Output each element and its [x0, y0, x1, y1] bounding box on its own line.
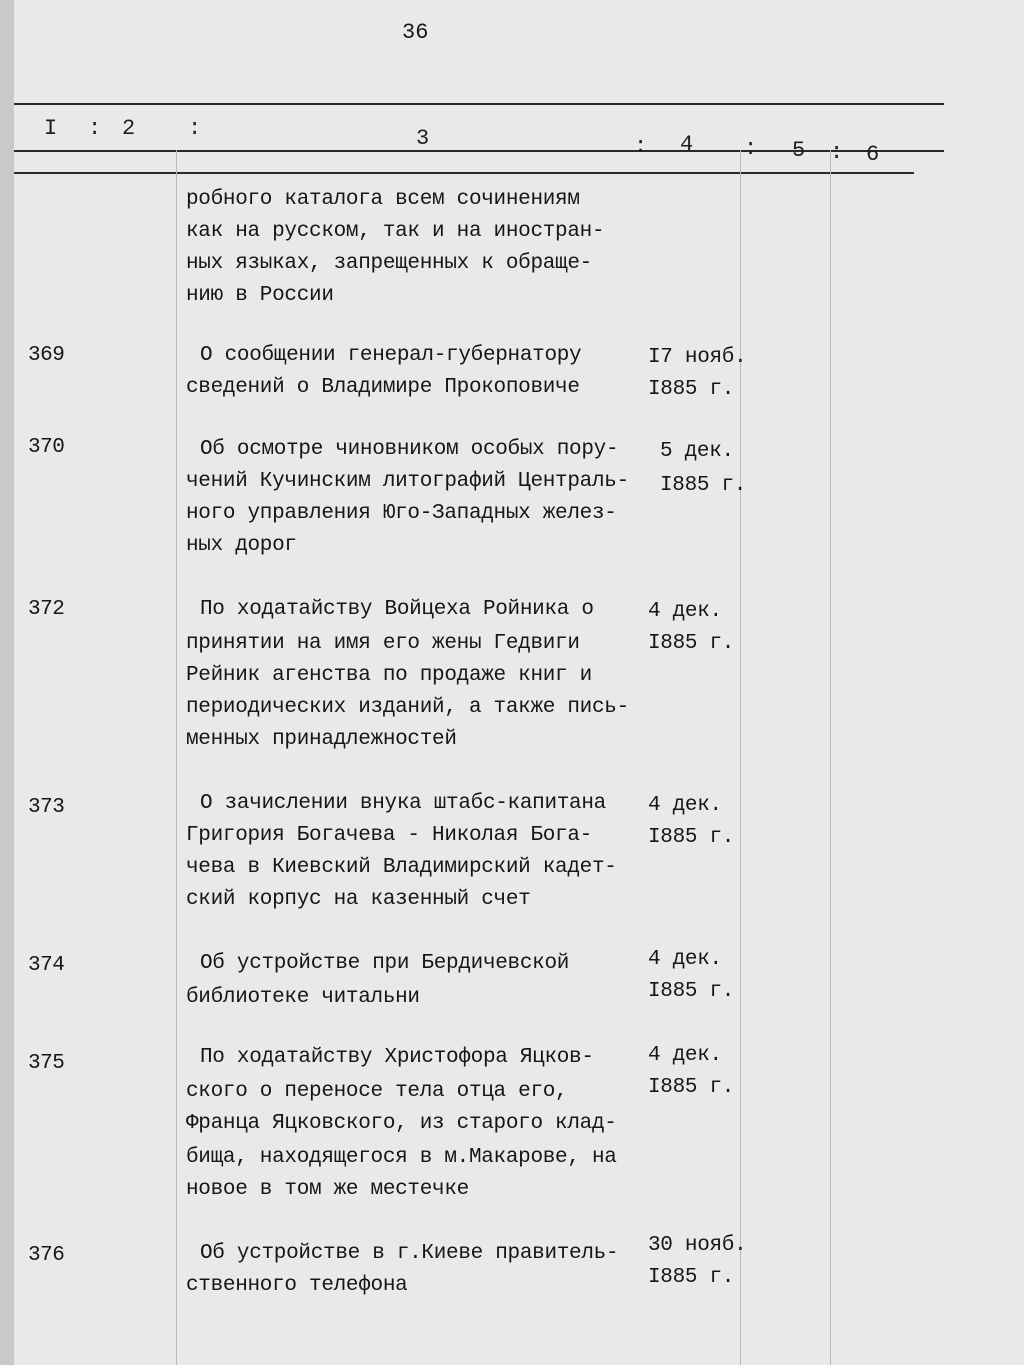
header-separator: :	[634, 134, 648, 159]
entry-number: 375	[28, 1052, 65, 1075]
entry-title-line: чева в Киевский Владимирский кадет-	[186, 856, 617, 879]
entry-date-day: 4 дек.	[648, 600, 722, 623]
column-divider	[830, 150, 831, 1365]
entry-date-day: I7 нояб.	[648, 346, 747, 369]
entry-date-day: 30 нояб.	[648, 1234, 747, 1257]
entry-number: 369	[28, 344, 65, 367]
entry-title-line: чений Кучинским литографий Централь-	[186, 470, 629, 493]
entry-title-line: ского о переносе тела отца его,	[186, 1080, 568, 1103]
entry-date-year: I885 г.	[648, 1266, 735, 1289]
column-5-header: 5	[792, 138, 806, 163]
column-6-header: 6	[866, 142, 880, 167]
entry-title-line: Об устройстве при Бердичевской	[200, 952, 570, 975]
entry-title-line: бища, находящегося в м.Макарове, на	[186, 1146, 617, 1169]
header-separator: :	[188, 116, 202, 141]
entry-title-line: периодических изданий, а также пись-	[186, 696, 629, 719]
entry-title-line: новое в том же местечке	[186, 1178, 469, 1201]
entry-title-line: ного управления Юго-Западных желез-	[186, 502, 617, 525]
entry-date-year: I885 г.	[648, 1076, 735, 1099]
header-separator: :	[744, 136, 758, 161]
continuation-line: робного каталога всем сочинениям	[186, 188, 580, 211]
entry-number: 370	[28, 436, 65, 459]
entry-title-line: Об устройстве в г.Киеве правитель-	[200, 1242, 619, 1265]
entry-date-day: 4 дек.	[648, 794, 722, 817]
entry-title-line: По ходатайству Войцеха Ройника о	[200, 598, 594, 621]
entry-date-day: 5 дек.	[660, 440, 734, 463]
entry-date-year: I885 г.	[648, 826, 735, 849]
table-top-rule	[14, 103, 944, 105]
column-divider	[740, 150, 741, 1365]
continuation-line: как на русском, так и на иностран-	[186, 220, 605, 243]
entry-title-line: О сообщении генерал-губернатору	[200, 344, 582, 367]
entry-title-line: библиотеке читальни	[186, 986, 420, 1009]
entry-number: 374	[28, 954, 65, 977]
entry-title-line: По ходатайству Христофора Яцков-	[200, 1046, 594, 1069]
column-2-header: 2	[122, 116, 136, 141]
entry-title-line: Григория Богачева - Николая Бога-	[186, 824, 592, 847]
entry-number: 373	[28, 796, 65, 819]
entry-title-line: Об осмотре чиновником особых пору-	[200, 438, 619, 461]
entry-title-line: ственного телефона	[186, 1274, 408, 1297]
entry-date-year: I885 г.	[648, 632, 735, 655]
continuation-line: нию в России	[186, 284, 334, 307]
page-edge	[0, 0, 14, 1365]
entry-title-line: ных дорог	[186, 534, 297, 557]
column-4-header: 4	[680, 132, 694, 157]
column-divider	[176, 150, 177, 1365]
entry-date-year: I885 г.	[660, 474, 747, 497]
entry-title-line: менных принадлежностей	[186, 728, 457, 751]
entry-title-line: О зачислении внука штабс-капитана	[200, 792, 606, 815]
column-1-header: I	[44, 116, 58, 141]
entry-title-line: Франца Яцковского, из старого клад-	[186, 1112, 617, 1135]
entry-date-day: 4 дек.	[648, 1044, 722, 1067]
column-3-header: 3	[416, 126, 430, 151]
entry-number: 372	[28, 598, 65, 621]
entry-title-line: принятии на имя его жены Гедвиги	[186, 632, 580, 655]
entry-number: 376	[28, 1244, 65, 1267]
entry-date-year: I885 г.	[648, 378, 735, 401]
entry-title-line: ский корпус на казенный счет	[186, 888, 531, 911]
entry-title-line: Рейник агенства по продаже книг и	[186, 664, 592, 687]
entry-title-line: сведений о Владимире Прокоповиче	[186, 376, 580, 399]
table-body-rule	[14, 172, 914, 174]
continuation-line: ных языках, запрещенных к обраще-	[186, 252, 592, 275]
page-number: 36	[402, 20, 429, 45]
header-separator: :	[830, 140, 844, 165]
entry-date-day: 4 дек.	[648, 948, 722, 971]
entry-date-year: I885 г.	[648, 980, 735, 1003]
header-separator: :	[88, 116, 102, 141]
